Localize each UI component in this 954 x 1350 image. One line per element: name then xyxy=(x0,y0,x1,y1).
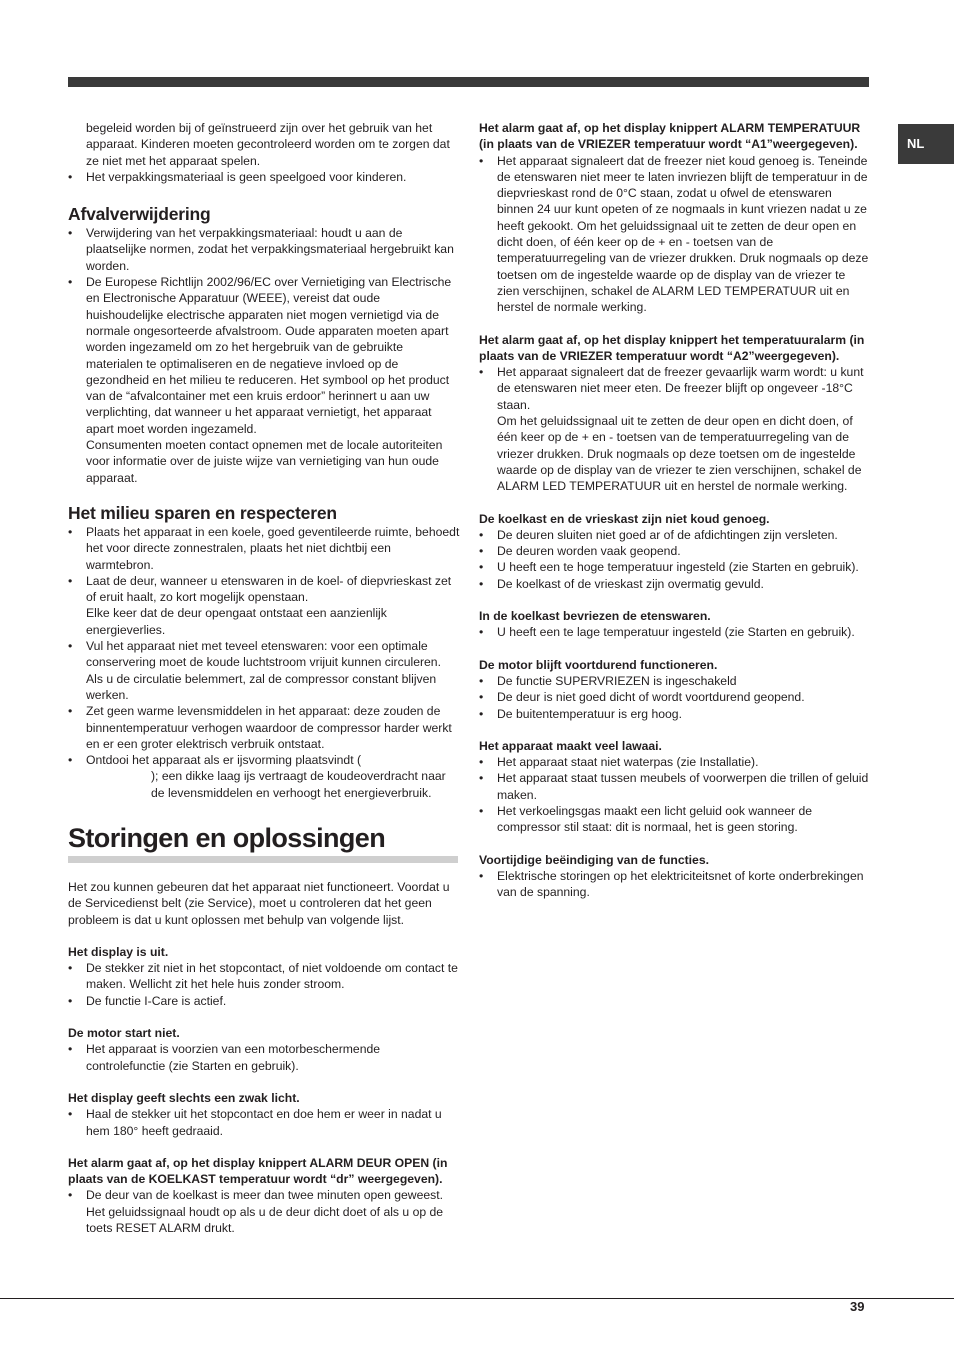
section-heading-milieu: Het milieu sparen en respecteren xyxy=(68,502,337,523)
list-item: • Het apparaat is voorzien van een motorbeschermende controlefunctie (zie Starten en gebruik). xyxy=(68,1041,460,1074)
page-number: 39 xyxy=(850,1299,865,1314)
list-item xyxy=(68,274,460,486)
problem-heading: Het alarm gaat af, op het display knippert het temperatuuralarm (in plaats van de VRIEZER temperatuur wordt “A2”weergegeven). xyxy=(479,332,865,363)
language-tab: NL xyxy=(898,124,954,164)
milieu-list xyxy=(68,524,460,801)
problem-heading: Voortijdige beëindiging van de functies. xyxy=(479,852,710,867)
list-item-extra: Om het geluidssignaal uit te zetten de deur open en dicht doen, of één keer op de + en - toetsen van de temperatuurregeling van de vriezer drukken. Druk nogmaals op deze toetsen om de ingestelde waarde op de display van de vriezer te zien verschijnen, schakel de ALARM LED TEMPERATUUR uit en herstel de normale werking. xyxy=(497,414,862,494)
list-item-text: De Europese Richtlijn 2002/96/EC over Vernietiging van Electrische en Electronische Apparatuur (WEEE), vereist dat oude huishoudelijke electrische apparaten niet mogen vernietigd via de normale ongesorteerde afvalstroom. Oude apparaten moeten apart worden ingezameld om zo het hergebruik van de gebruikte materialen te optimaliseren en de negatieve invloed op de gezondheid en het milieu te reduceren. Het symbool op het product van de “afvalcontainer met een kruis erdoor” herinnert u aan uw verplichting, dat wanneer u het apparaat vernietigt, het apparaat apart moet worden ingezameld. xyxy=(86,275,452,436)
problem-heading: De koelkast en de vrieskast zijn niet koud genoeg. xyxy=(479,511,770,526)
list-item: • De deur van de koelkast is meer dan twee minuten open geweest. Het geluidssignaal houdt op als u de deur dicht doet of als u op de toets RESET ALARM drukt. xyxy=(68,1187,460,1236)
list-item: • Het apparaat staat tussen meubels of voorwerpen die trillen of geluid maken. xyxy=(479,770,869,803)
list-item xyxy=(479,364,869,494)
list-item xyxy=(68,752,460,801)
list-item: • Verwijdering van het verpakkingsmateriaal: houdt u aan de plaatselijke normen, zodat het verpakkingsmateriaal hergebruikt kan worden. xyxy=(68,225,460,274)
list-item-extra: Consumenten moeten contact opnemen met de locale autoriteiten voor informatie over de juiste wijze van vernietiging van hun oude apparaat. xyxy=(86,438,443,485)
list-item-text: • Ontdooi het apparaat als er ijsvorming plaatsvindt ( xyxy=(86,753,362,768)
problem-heading: Het alarm gaat af, op het display knippert ALARM DEUR OPEN (in plaats van de KOELKAST temperatuur wordt “dr” weergegeven). xyxy=(68,1155,448,1187)
footer-rule xyxy=(0,1298,954,1299)
problem-heading: De motor blijft voortdurend functioneren. xyxy=(479,657,718,672)
list-item: • De deur is niet goed dicht of wordt voortdurend geopend. xyxy=(479,689,869,705)
page-title: Storingen en oplossingen xyxy=(68,822,386,853)
list-item: • De buitentemperatuur is erg hoog. xyxy=(479,706,869,722)
intro-list xyxy=(68,169,460,185)
list-item: • Het verpakkingsmateriaal is geen speelgoed voor kinderen. xyxy=(68,169,460,185)
problem-list xyxy=(479,153,869,316)
list-item: • Vul het apparaat niet met teveel etenswaren: voor een optimale conservering moet de koude luchtstroom vrijuit kunnen circuleren. Als u de circulatie belemmert, zal de compressor constant blijven werken. xyxy=(68,638,460,703)
intro-continuation: begeleid worden bij of geïnstrueerd zijn over het gebruik van het apparaat. Kinderen moeten gecontroleerd worden om te zorgen dat ze niet met het apparaat spelen. xyxy=(86,121,450,168)
list-item-extra: Elke keer dat de deur opengaat ontstaat een aanzienlijk energieverlies. xyxy=(86,606,387,637)
left-column xyxy=(68,120,460,1236)
list-item: • De functie I-Care is actief. xyxy=(68,993,460,1009)
list-item-text: Het apparaat signaleert dat de freezer gevaarlijk warm wordt: u kunt de etenswaren niet meer eten. De freezer blijft op ongeveer -18°C staan. xyxy=(497,365,864,412)
problem-heading: Het apparaat maakt veel lawaai. xyxy=(479,738,662,753)
list-item: • De deuren worden vaak geopend. xyxy=(479,543,869,559)
problem-list xyxy=(479,673,869,722)
problem-heading: Het display geeft slechts een zwak licht. xyxy=(68,1090,300,1105)
list-item: • De functie SUPERVRIEZEN is ingeschakeld xyxy=(479,673,869,689)
header-rule xyxy=(68,77,869,87)
section-heading-afvalverwijdering: Afvalverwijdering xyxy=(68,204,211,225)
problem-list xyxy=(479,364,869,494)
list-item-text: Laat de deur, wanneer u etenswaren in de koel- of diepvrieskast zet of eruit haalt, zo kort mogelijk openstaan. xyxy=(86,573,452,605)
problem-list xyxy=(479,868,869,901)
list-item: • Elektrische storingen op het elektriciteitsnet of korte onderbrekingen van de spanning. xyxy=(479,868,869,901)
problem-list xyxy=(479,527,869,592)
problem-list xyxy=(68,1041,460,1074)
list-item: • Het apparaat staat niet waterpas (zie Installatie). xyxy=(479,754,869,770)
storingen-intro: Het zou kunnen gebeuren dat het apparaat niet functioneert. Voordat u de Servicedienst belt (zie Service), moet u controleren dat het geen probleem is dat u kunt oplossen met behulp van volgende lijst. xyxy=(68,879,450,927)
right-column xyxy=(479,120,869,900)
list-item: • Haal de stekker uit het stopcontact en doe hem er weer in nadat u hem 180° heeft gedraaid. xyxy=(68,1106,460,1139)
list-item: • U heeft een te lage temperatuur ingesteld (zie Starten en gebruik). xyxy=(479,624,869,640)
list-item: • Zet geen warme levensmiddelen in het apparaat: deze zouden de binnentemperatuur verhogen waardoor de compressor harder werkt en er een groter elektrisch verbruik ontstaat. xyxy=(68,703,460,752)
list-item: • De stekker zit niet in het stopcontact, of niet voldoende om contact te maken. Wellicht zit het hele huis zonder stroom. xyxy=(68,960,460,993)
list-item: • U heeft een te hoge temperatuur ingesteld (zie Starten en gebruik). xyxy=(479,559,869,575)
problem-heading: Het display is uit. xyxy=(68,944,169,959)
list-item: • De koelkast of de vrieskast zijn overmatig gevuld. xyxy=(479,576,869,592)
list-item-extra: ); een dikke laag ijs vertraagt de koudeoverdracht naar de levensmiddelen en verhoogt het energieverbruik. xyxy=(151,769,446,800)
problem-list xyxy=(68,1187,460,1236)
problem-heading: De motor start niet. xyxy=(68,1026,180,1041)
problem-list xyxy=(479,624,869,640)
list-item: • De deuren sluiten niet goed ar of de afdichtingen zijn versleten. xyxy=(479,527,869,543)
list-item: • Het verkoelingsgas maakt een licht geluid ook wanneer de compressor stil staat: dit is normaal, het is geen storing. xyxy=(479,803,869,836)
list-item: • Het apparaat signaleert dat de freezer niet koud genoeg is. Teneinde de etenswaren niet meer te laten invriezen blijft de temperatuur in de diepvrieskast rond de 0°C staan, zodat u ofwel de etenswaren binnen 24 uur kunt opeten of ze nogmaals in kunt vriezen nadat u ze heeft gekookt. Om het geluidssignaal uit te zetten de deur open en dicht doen, of één keer op de + en - toetsen van de temperatuurregeling van de vriezer drukken. Druk nogmaals op deze toetsen om de ingestelde waarde op de display van de vriezer te zien verschijnen, schakel de ALARM LED TEMPERATUUR uit en herstel de normale werking. xyxy=(479,153,869,316)
afval-list xyxy=(68,225,460,486)
problem-heading: In de koelkast bevriezen de etenswaren. xyxy=(479,609,711,624)
problem-heading: Het alarm gaat af, op het display knippert ALARM TEMPERATUUR (in plaats van de VRIEZER temperatuur wordt “A1”weergegeven). xyxy=(479,121,861,152)
problem-list xyxy=(68,960,460,1009)
list-item xyxy=(68,573,460,638)
list-item: • Plaats het apparaat in een koele, goed geventileerde ruimte, behoedt het voor directe zonnestralen, plaats het niet dichtbij een warmtebron. xyxy=(68,524,460,573)
problem-list xyxy=(68,1106,460,1139)
problem-list xyxy=(479,754,869,835)
title-underline xyxy=(68,856,458,863)
